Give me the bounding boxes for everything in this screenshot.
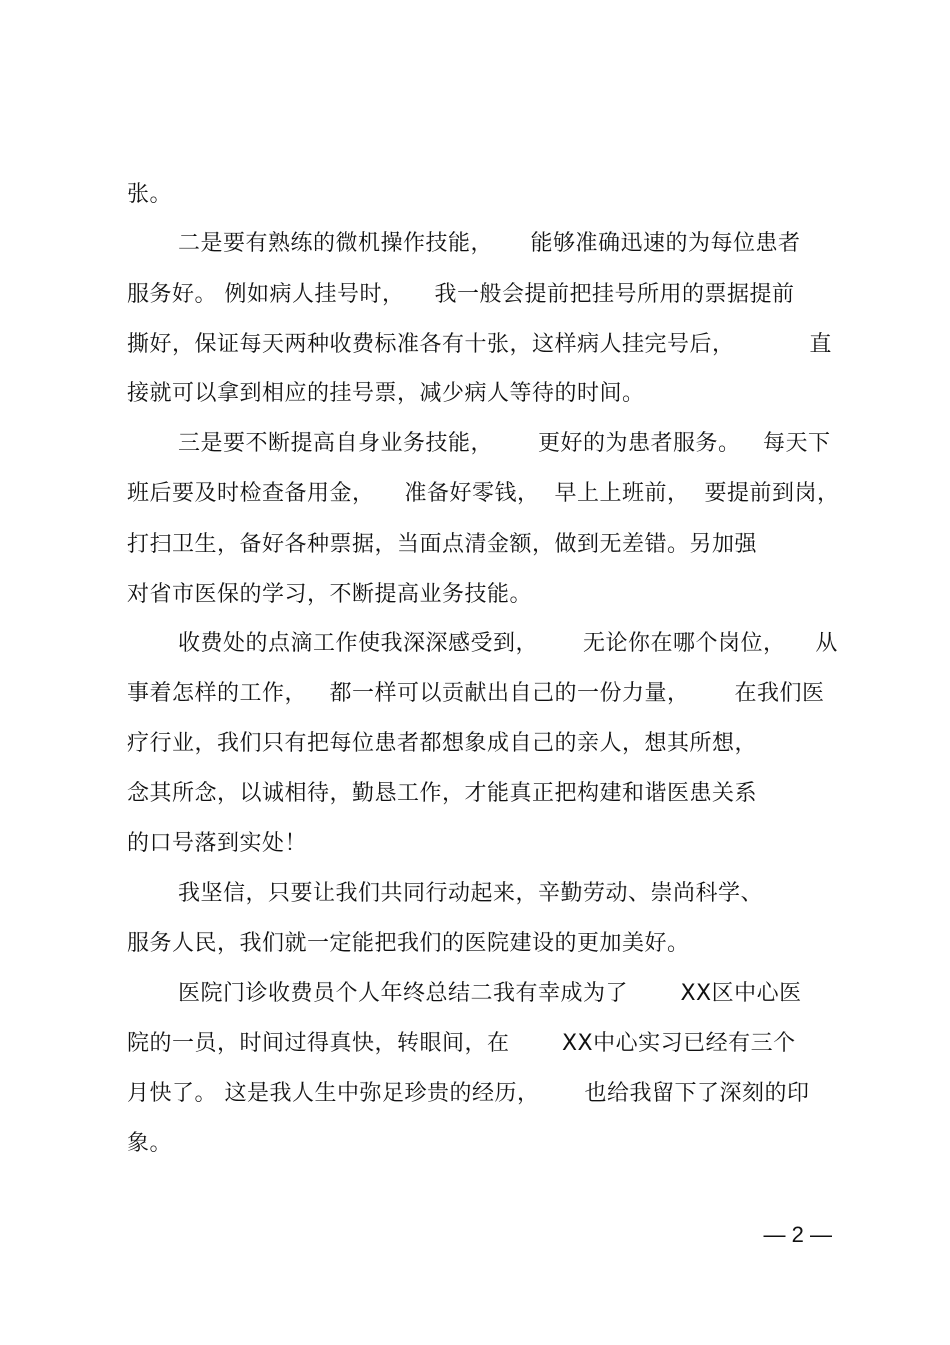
- text-line: 院的一员，时间过得真快，转眼间，在 XX中心实习已经有三个: [127, 1031, 796, 1056]
- paragraph-first-line: 收费处的点滴工作使我深深感受到， 无论你在哪个岗位， 从: [178, 631, 838, 656]
- paragraph-first-line: 三是要不断提高自身业务技能， 更好的为患者服务。 每天下: [178, 431, 831, 456]
- text-line: 张。: [127, 182, 173, 207]
- text-line: 月快了。 这是我人生中弥足珍贵的经历， 也给我留下了深刻的印: [127, 1081, 810, 1106]
- text-line: 班后要及时检查备用金， 准备好零钱， 早上上班前， 要提前到岗，: [127, 481, 840, 506]
- text-line: 撕好，保证每天两种收费标准各有十张，这样病人挂完号后， 直: [127, 332, 832, 357]
- page-number: — 2 —: [763, 1222, 832, 1247]
- text-line: 象。: [127, 1131, 173, 1156]
- text-line: 对省市医保的学习，不断提高业务技能。: [127, 582, 533, 607]
- text-line: 念其所念，以诚相待，勤恳工作，才能真正把构建和谐医患关系: [127, 781, 758, 806]
- paragraph-first-line: 医院门诊收费员个人年终总结二我有幸成为了 XX区中心医: [178, 981, 802, 1006]
- text-line: 事着怎样的工作， 都一样可以贡献出自己的一份力量， 在我们医: [127, 681, 825, 706]
- text-line: 服务好。 例如病人挂号时， 我一般会提前把挂号所用的票据提前: [127, 282, 795, 307]
- text-line: 疗行业，我们只有把每位患者都想象成自己的亲人，想其所想，: [127, 731, 758, 756]
- paragraph-first-line: 二是要有熟练的微机操作技能， 能够准确迅速的为每位患者: [178, 231, 801, 256]
- text-line: 接就可以拿到相应的挂号票，减少病人等待的时间。: [127, 381, 645, 406]
- text-line: 打扫卫生，备好各种票据，当面点清金额，做到无差错。另加强: [127, 532, 758, 557]
- paragraph-first-line: 我坚信，只要让我们共同行动起来，辛勤劳动、崇尚科学、: [178, 881, 764, 906]
- text-line: 的口号落到实处！: [127, 831, 308, 856]
- text-line: 服务人民，我们就一定能把我们的医院建设的更加美好。: [127, 931, 690, 956]
